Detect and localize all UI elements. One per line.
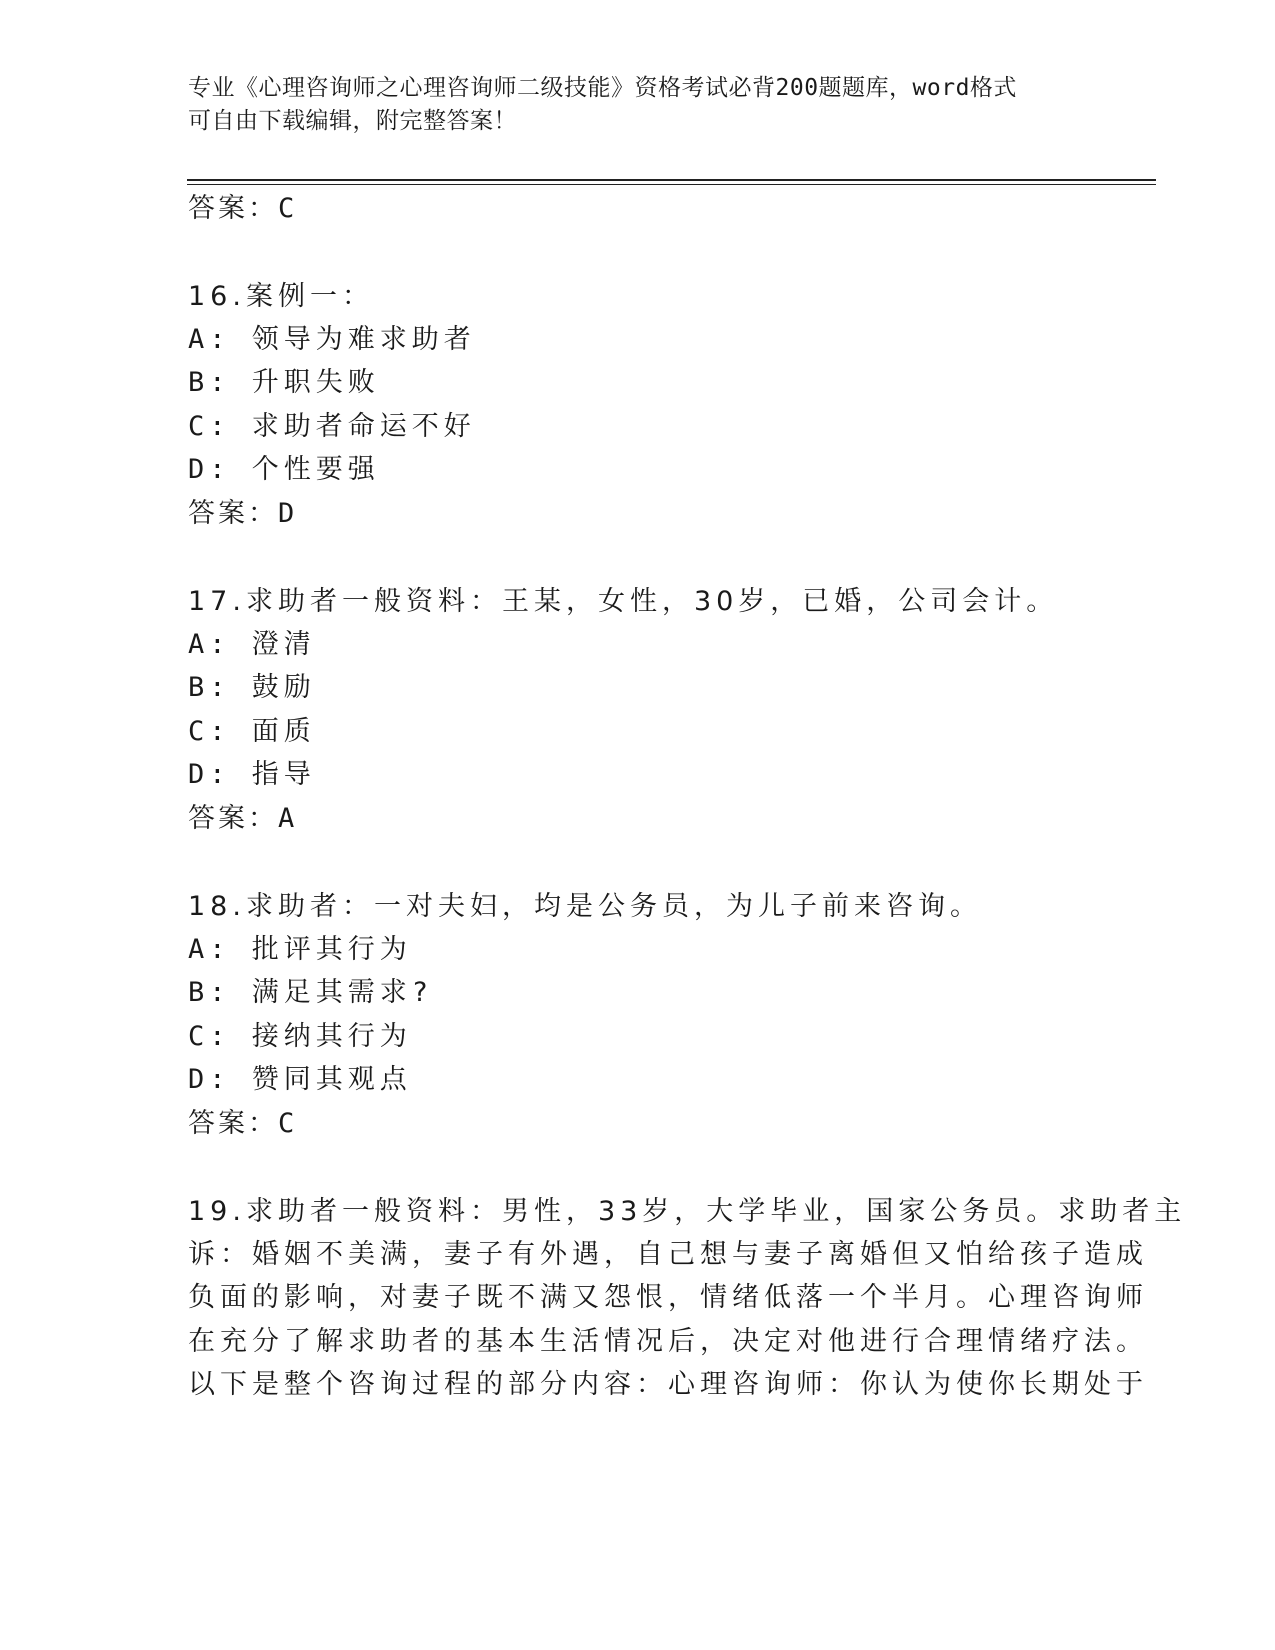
question-16-option-b: B: 升职失败	[188, 367, 380, 398]
question-19-line-3: 负面的影响，对妻子既不满又怨恨，情绪低落一个半月。心理咨询师	[188, 1282, 1148, 1313]
answer-value: C	[278, 1108, 296, 1139]
question-16-stem: 16.案例一：	[188, 281, 374, 312]
question-16-option-a: A: 领导为难求助者	[188, 324, 476, 355]
header-line-2: 可自由下载编辑，附完整答案！	[188, 108, 517, 134]
answer-label: 答案：	[188, 193, 278, 224]
question-18-option-a: A: 批评其行为	[188, 934, 412, 965]
document-header	[188, 72, 1088, 138]
header-line-1: 专业《心理咨询师之心理咨询师二级技能》资格考试必背200题题库，word格式	[188, 75, 1017, 101]
question-16-option-c: C: 求助者命运不好	[188, 411, 476, 442]
question-16-option-d: D: 个性要强	[188, 454, 380, 485]
question-17-option-b: B: 鼓励	[188, 672, 316, 703]
question-19-line-4: 在充分了解求助者的基本生活情况后，决定对他进行合理情绪疗法。	[188, 1326, 1148, 1357]
question-18-option-c: C: 接纳其行为	[188, 1021, 412, 1052]
question-17-option-a: A: 澄清	[188, 629, 316, 660]
header-rule-thin	[187, 184, 1156, 185]
header-rule-thick	[187, 179, 1156, 181]
question-17-option-d: D: 指导	[188, 759, 316, 790]
answer-label: 答案：	[188, 498, 278, 529]
question-19-line-1: 19.求助者一般资料：男性，33岁，大学毕业，国家公务员。求助者主	[188, 1196, 1187, 1227]
question-18-answer	[188, 1101, 295, 1140]
answer-label: 答案：	[188, 1108, 278, 1139]
question-17-answer	[188, 796, 295, 835]
question-18-stem: 18.求助者：一对夫妇，均是公务员，为儿子前来咨询。	[188, 891, 982, 922]
question-18-option-d: D: 赞同其观点	[188, 1064, 412, 1095]
question-19-line-2: 诉：婚姻不美满，妻子有外遇，自己想与妻子离婚但又怕给孩子造成	[188, 1239, 1148, 1270]
answer-label: 答案：	[188, 803, 278, 834]
question-17-option-c: C: 面质	[188, 716, 316, 747]
question-16-answer	[188, 491, 295, 530]
question-17-stem: 17.求助者一般资料：王某，女性，30岁，已婚，公司会计。	[188, 586, 1059, 617]
answer-value: C	[278, 193, 296, 224]
answer-value: D	[278, 498, 296, 529]
answer-prev	[188, 186, 295, 225]
answer-value: A	[278, 803, 296, 834]
question-19-line-5: 以下是整个咨询过程的部分内容：心理咨询师：你认为使你长期处于	[188, 1369, 1148, 1400]
question-18-option-b: B: 满足其需求?	[188, 977, 434, 1008]
